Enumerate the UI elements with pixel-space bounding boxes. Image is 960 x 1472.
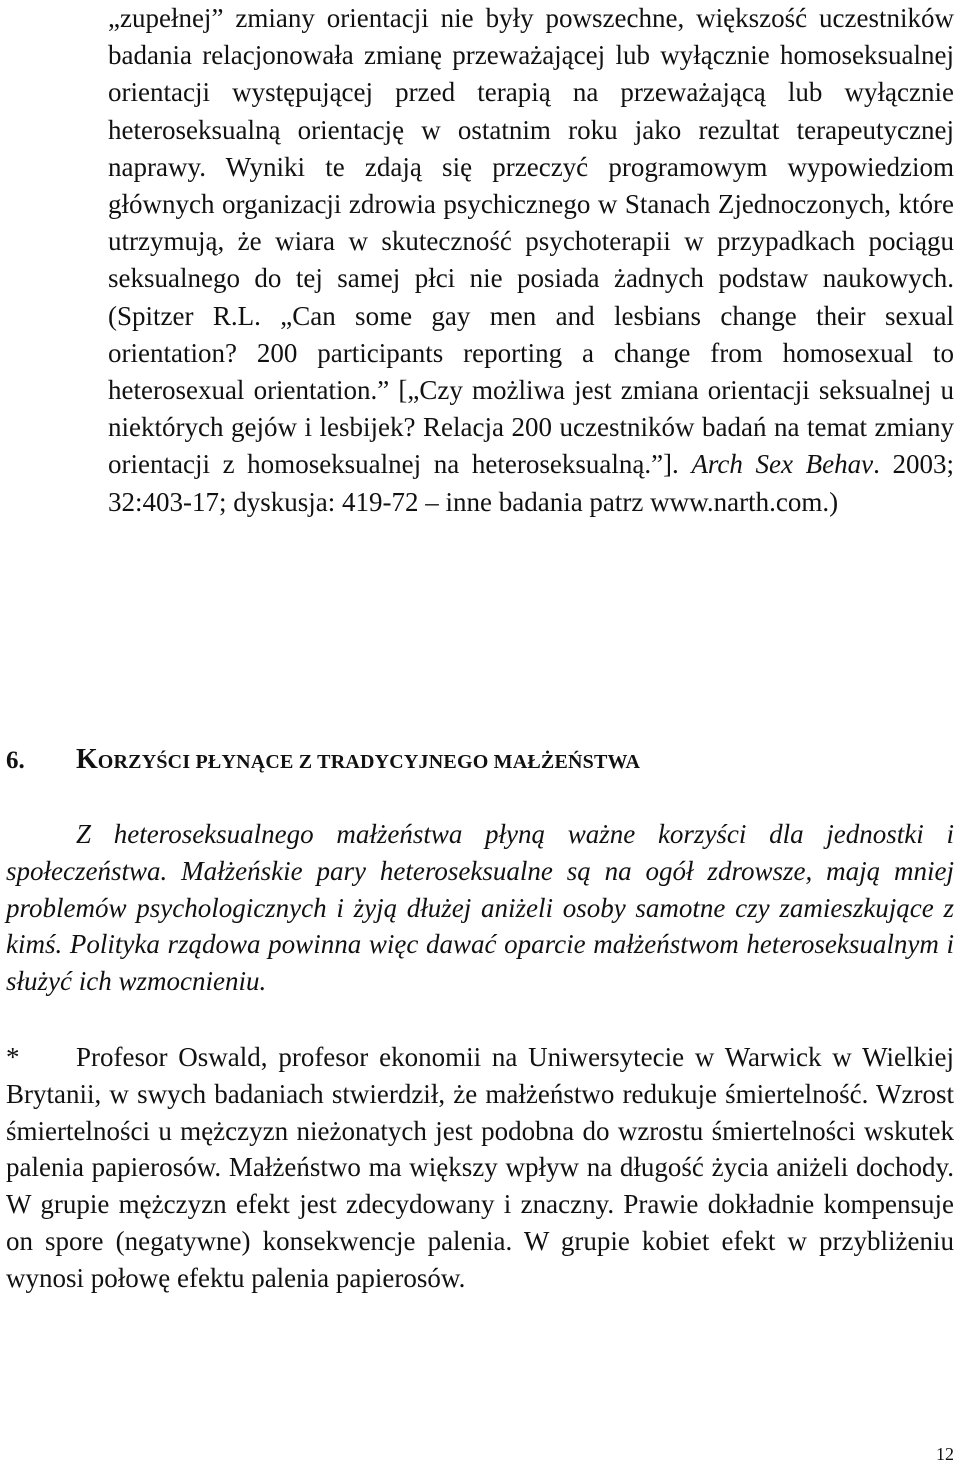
section-heading	[6, 744, 640, 776]
section-title: ORZYŚCI PŁYNĄCE Z TRADYCYJNEGO MAŁŻEŃSTWA	[97, 751, 641, 773]
footnote-marker: *	[6, 1042, 20, 1072]
paragraph-text: „zupełnej” zmiany orientacji nie były powszechne, większość uczestników badania relacjonowała zmianę przeważającej lub wyłącznie homoseksualnej orientacji występującej przed terapią na przeważającą lub wyłącznie heteroseksualną orientację w ostatnim roku jako rezultat terapeutycznej naprawy. Wyniki te zdają się przeczyć programowym wypowiedziom głównych organizacji zdrowia psychicznego w Stanach Zjednoczonych, które utrzymują, że wiara w skuteczność psychoterapii w przypadkach pociągu seksualnego do tej samej płci nie posiada żadnych podstaw naukowych. (Spitzer R.L. „Can some gay men and lesbians change their sexual orientation? 200 participants reporting a change from homosexual to heterosexual orientation.” [„Czy możliwa jest zmiana orientacji seksualnej u niektórych gejów i lesbijek? Relacja 200 uczestników badań na temat zmiany orientacji z homoseksualnej na heteroseksualną.”].	[108, 3, 954, 480]
paragraph-text-end: . 2003; 32:403-17; dyskusja: 419-72 – inne badania patrz www.narth.com.)	[108, 449, 954, 517]
footnote-text: Profesor Oswald, profesor ekonomii na Uniwersytecie w Warwick w Wielkiej Brytanii, w swych badaniach stwierdził, że małżeństwo redukuje śmiertelność. Wzrost śmiertelności u mężczyzn nieżonatych jest podobna do wzrostu śmiertelności wskutek palenia papierosów. Małżeństwo ma większy wpływ na długość życia aniżeli dochody. W grupie mężczyzn efekt jest zdecydowany i znaczny. Prawie dokładnie kompensuje on spore (negatywne) konsekwencje palenia. W grupie kobiet efekt w przybliżeniu wynosi połowę efektu palenia papierosów.	[6, 1042, 954, 1293]
journal-name: Arch Sex Behav	[691, 449, 874, 480]
section-number: 6.	[6, 747, 25, 774]
page-number: 12	[936, 1444, 954, 1464]
section-title-initial: K	[76, 744, 98, 775]
section-summary-paragraph: Z heteroseksualnego małżeństwa płyną ważne korzyści dla jednostki i społeczeństwa. Małżeńskie pary heteroseksualne są na ogół zdrowsze, mają mniej problemów psychologicznych i żyją dłużej aniżeli osoby samotne czy zamieszkujące z kimś. Polityka rządowa powinna więc dawać oparcie małżeństwom heteroseksualnym i służyć ich wzmocnieniu.	[6, 819, 954, 997]
body-paragraph-spitzer	[108, 0, 954, 521]
footnote-paragraph-oswald	[6, 1039, 954, 1297]
